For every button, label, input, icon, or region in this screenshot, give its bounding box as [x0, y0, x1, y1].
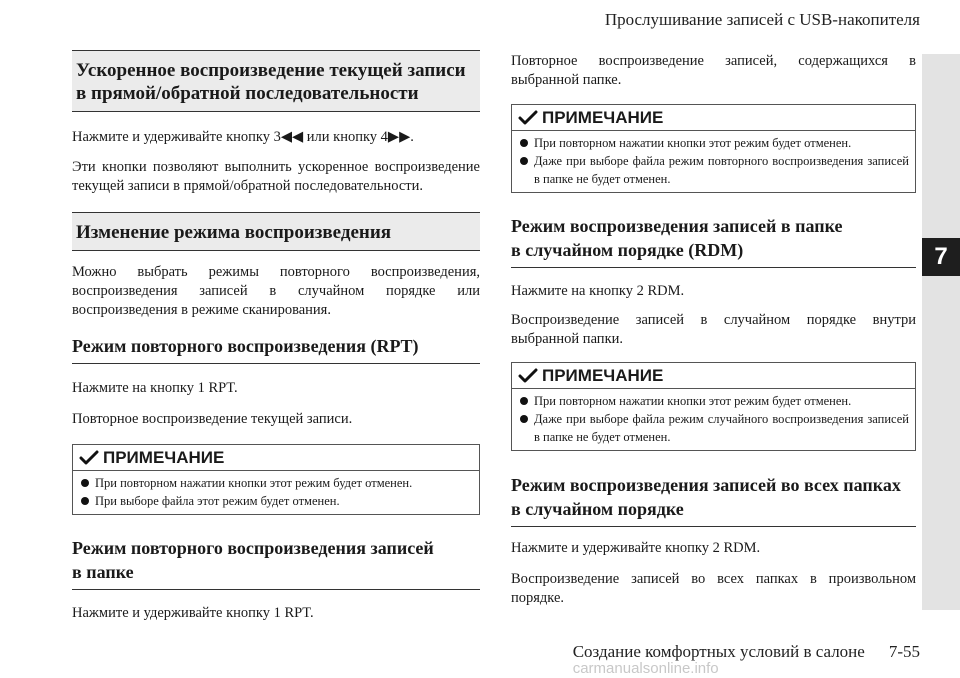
- subheading-rdm-all-folders: Режим воспроизведения записей во всех папках в случайном порядке: [511, 473, 916, 527]
- paragraph-rdm-description: Воспроизведение записей в случайном порядке внутри выбранной папки.: [511, 312, 916, 347]
- paragraph-fast-playback-instruction: Нажмите и удерживайте кнопку 3◀◀ или кнопку 4▶▶.: [72, 129, 414, 145]
- paragraph-change-mode: Можно выбрать режимы повторного воспроизведения, воспроизведения записей в случайном порядке или воспроизведения в режиме сканирования.: [72, 264, 480, 318]
- paragraph-fast-playback-description: Эти кнопки позволяют выполнить ускоренное воспроизведение текущей записи в прямой/обратной последовательности.: [72, 159, 480, 194]
- chapter-number-badge: 7: [922, 238, 960, 276]
- note-box-rpt: [72, 444, 480, 515]
- checkmark-icon: [518, 368, 538, 384]
- note-item: При выборе файла этот режим будет отменен.: [79, 492, 473, 510]
- watermark: carmanualsonline.info: [572, 660, 719, 677]
- running-header: Прослушивание записей с USB-накопителя: [604, 10, 920, 29]
- footer-section-title: Создание комфортных условий в салоне: [572, 642, 865, 661]
- subheading-rpt-folder-mode: Режим повторного воспроизведения записей в папке: [72, 536, 480, 590]
- page-number: 7-55: [888, 642, 920, 661]
- page-footer: [572, 642, 920, 677]
- note-list: [73, 471, 479, 514]
- subheading-rdm-folder-mode: Режим воспроизведения записей в папке в случайном порядке (RDM): [511, 214, 916, 268]
- paragraph-rpt-instruction: Нажмите на кнопку 1 RPT.: [72, 380, 238, 396]
- checkmark-icon: [518, 110, 538, 126]
- paragraph-rpt-folder-instruction: Нажмите и удерживайте кнопку 1 RPT.: [72, 605, 314, 621]
- paragraph-rdm-instruction: Нажмите на кнопку 2 RDM.: [511, 283, 685, 299]
- paragraph-rdm-all-instruction: Нажмите и удерживайте кнопку 2 RDM.: [511, 540, 761, 556]
- section-heading-change-mode: Изменение режима воспроизведения: [72, 212, 480, 251]
- note-item: При повторном нажатии кнопки этот режим будет отменен.: [79, 474, 473, 492]
- note-item: При повторном нажатии кнопки этот режим будет отменен.: [518, 392, 909, 410]
- paragraph-rpt-folder-description: Повторное воспроизведение записей, содержащихся в выбранной папке.: [511, 53, 916, 88]
- chapter-side-tab: [922, 54, 960, 610]
- note-title: ПРИМЕЧАНИЕ: [512, 105, 915, 131]
- note-box-rdm-folder: [511, 362, 916, 451]
- note-item: При повторном нажатии кнопки этот режим будет отменен.: [518, 134, 909, 152]
- section-heading-fast-playback: Ускоренное воспроизведение текущей записи в прямой/обратной последовательности: [72, 50, 480, 112]
- note-title: ПРИМЕЧАНИЕ: [73, 445, 479, 471]
- paragraph-rdm-all-description: Воспроизведение записей во всех папках в произвольном порядке.: [511, 571, 916, 606]
- note-list: [512, 131, 915, 192]
- checkmark-icon: [79, 450, 99, 466]
- note-item: Даже при выборе файла режим случайного воспроизведения записей в папке не будет отменен.: [518, 410, 909, 446]
- note-list: [512, 389, 915, 450]
- note-item: Даже при выборе файла режим повторного воспроизведения записей в папке не будет отменен.: [518, 152, 909, 188]
- note-title: ПРИМЕЧАНИЕ: [512, 363, 915, 389]
- note-box-rpt-folder: [511, 104, 916, 193]
- subheading-rpt-mode: Режим повторного воспроизведения (RPT): [72, 334, 480, 364]
- paragraph-rpt-description: Повторное воспроизведение текущей записи.: [72, 411, 353, 427]
